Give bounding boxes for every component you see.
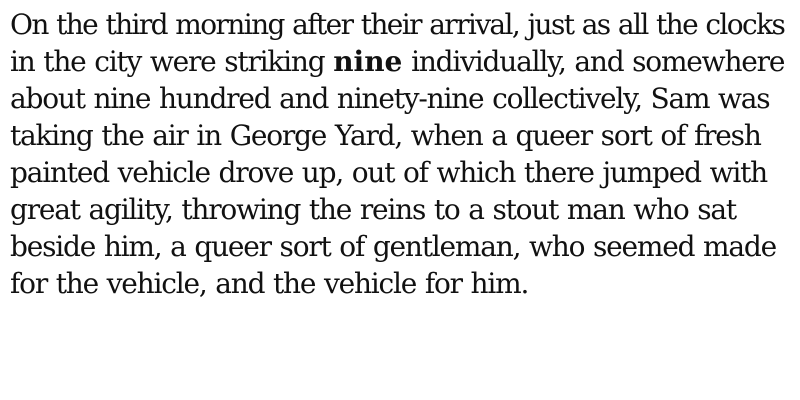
text-line: [10, 43, 790, 80]
text-line: painted vehicle drove up, out of which there jumped with: [10, 156, 767, 189]
text-line-start: in the city were striking: [10, 45, 325, 78]
text-line: taking the air in George Yard, when a queer sort of fresh: [10, 119, 761, 152]
text-line: about nine hundred and ninety-nine collectively, Sam was: [10, 82, 770, 115]
text-line: beside him, a queer sort of gentleman, who seemed made: [10, 230, 776, 263]
text-line: On the third morning after their arrival, just as all the clocks: [10, 8, 785, 41]
emphasized-word: nine: [333, 45, 403, 78]
text-line: great agility, throwing the reins to a stout man who sat: [10, 193, 736, 226]
passage-paragraph: [10, 6, 790, 302]
text-line-end: individually, and somewhere: [411, 45, 785, 78]
text-line: for the vehicle, and the vehicle for him.: [10, 267, 529, 300]
